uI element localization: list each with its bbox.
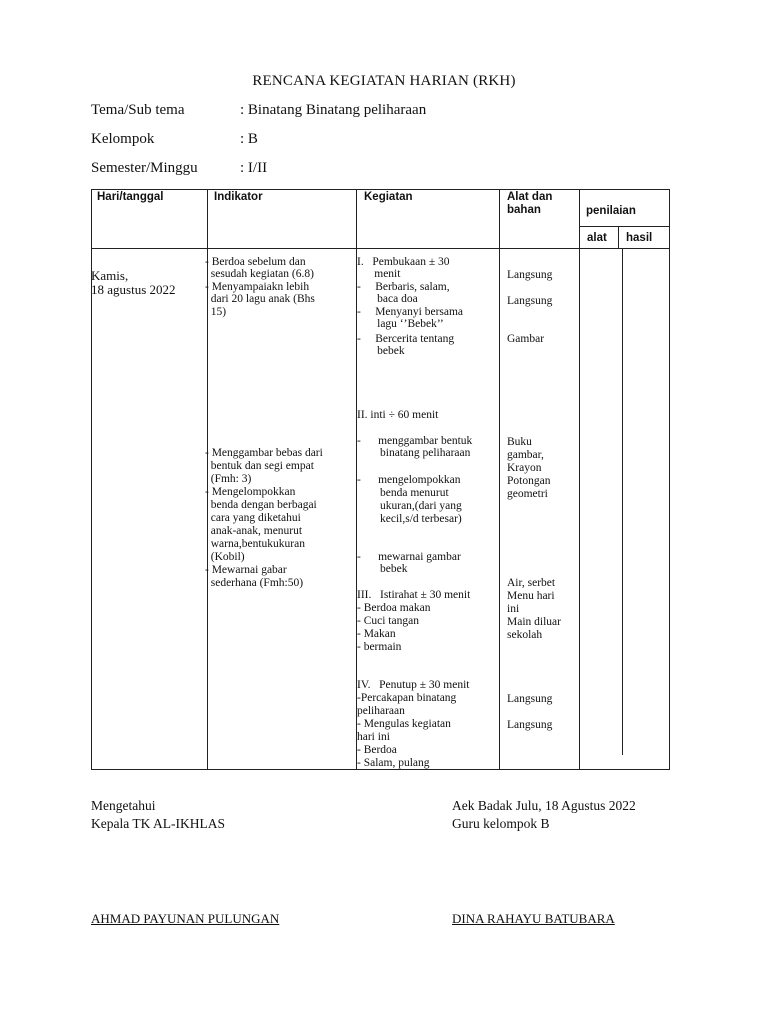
header-penilaian: penilaian <box>586 205 636 217</box>
col-divider-alat-hasil <box>622 249 623 755</box>
indikator-line: (Fmh: 3) <box>205 473 252 485</box>
page-title: RENCANA KEGIATAN HARIAN (RKH) <box>252 73 516 89</box>
kegiatan-line: peliharaan <box>357 705 405 717</box>
kegiatan-line: -Percakapan binatang <box>357 692 457 704</box>
footer-right-line1: Aek Badak Julu, 18 Agustus 2022 <box>452 798 636 813</box>
header-indikator: Indikator <box>214 191 263 203</box>
header-hasil: hasil <box>626 232 653 244</box>
col-divider-penilaian <box>579 189 580 770</box>
header-hari-tanggal: Hari/tanggal <box>97 191 164 203</box>
kegiatan-line: - Berbaris, salam, <box>357 281 450 293</box>
alat-bahan-line: sekolah <box>507 629 543 641</box>
day-date: 18 agustus 2022 <box>91 282 176 297</box>
footer-left-line1: Mengetahui <box>91 798 156 813</box>
kegiatan-line: bebek <box>357 345 405 357</box>
penilaian-subheader-divider <box>579 226 670 227</box>
indikator-line: cara yang diketahui <box>205 512 301 524</box>
kegiatan-line: - menggambar bentuk <box>357 435 473 447</box>
col-divider-alat <box>499 189 500 770</box>
alat-bahan-line: Gambar <box>507 333 545 345</box>
signature-left: AHMAD PAYUNAN PULUNGAN <box>91 911 280 926</box>
alat-bahan-line: Main diluar <box>507 616 561 628</box>
kegiatan-line: IV. Penutup ± 30 menit <box>357 679 470 691</box>
indikator-line: sesudah kegiatan (6.8) <box>205 268 314 280</box>
kegiatan-line: - Cuci tangan <box>357 615 419 627</box>
kegiatan-line: - Berdoa <box>357 744 397 756</box>
meta-label-kelompok: Kelompok <box>91 131 155 147</box>
kegiatan-line: lagu ‘’Bebek’’ <box>357 318 444 330</box>
kegiatan-line: - Mengulas kegiatan <box>357 718 451 730</box>
indikator-line: - Menyampaiakn lebih <box>205 281 310 293</box>
indikator-line: 15) <box>205 306 227 318</box>
indikator-line: - Mewarnai gabar <box>205 564 287 576</box>
indikator-line: (Kobil) <box>205 551 245 563</box>
kegiatan-line: - bermain <box>357 641 402 653</box>
alat-bahan-line: Menu hari <box>507 590 555 602</box>
header-alat-bahan-line1: Alat dan <box>507 191 553 203</box>
alat-bahan-line: Buku <box>507 436 532 448</box>
kegiatan-line: binatang peliharaan <box>357 447 471 459</box>
kegiatan-line: - mewarnai gambar <box>357 551 461 563</box>
indikator-line: - Mengelompokkan <box>205 486 296 498</box>
header-alat: alat <box>587 232 607 244</box>
indikator-line: - Menggambar bebas dari <box>205 447 323 459</box>
header-alat-bahan-line2: bahan <box>507 204 541 216</box>
kegiatan-line: - Salam, pulang <box>357 757 430 769</box>
kegiatan-line: ukuran,(dari yang <box>357 500 462 512</box>
alat-bahan-line: ini <box>507 603 520 615</box>
kegiatan-line: II. inti ÷ 60 menit <box>357 409 439 421</box>
header-kegiatan: Kegiatan <box>364 191 413 203</box>
header-divider <box>91 248 670 249</box>
footer-right-line2: Guru kelompok B <box>452 816 550 831</box>
indikator-line: bentuk dan segi empat <box>205 460 314 472</box>
kegiatan-line: - Makan <box>357 628 396 640</box>
alat-bahan-line: Langsung <box>507 295 553 307</box>
alat-bahan-line: Krayon <box>507 462 542 474</box>
kegiatan-line: hari ini <box>357 731 390 743</box>
alat-bahan-line: Potongan <box>507 475 551 487</box>
table-border-right <box>669 189 670 770</box>
kegiatan-line: - mengelompokkan <box>357 474 461 486</box>
meta-label-tema: Tema/Sub tema <box>91 102 185 118</box>
signature-right: DINA RAHAYU BATUBARA <box>452 911 615 926</box>
indikator-line: dari 20 lagu anak (Bhs <box>205 293 315 305</box>
kegiatan-line: - Bercerita tentang <box>357 333 455 345</box>
alat-bahan-line: Langsung <box>507 719 553 731</box>
alat-bahan-line: gambar, <box>507 449 544 461</box>
indikator-line: warna,bentukukuran <box>205 538 305 550</box>
indikator-line: benda dengan berbagai <box>205 499 317 511</box>
indikator-line: - Berdoa sebelum dan <box>205 256 306 268</box>
footer-left-line2: Kepala TK AL-IKHLAS <box>91 816 225 831</box>
indikator-line: anak-anak, menurut <box>205 525 303 537</box>
alat-bahan-line: geometri <box>507 488 548 500</box>
kegiatan-line: bebek <box>357 563 408 575</box>
kegiatan-line: benda menurut <box>357 487 449 499</box>
meta-value-kelompok: : B <box>240 131 258 147</box>
meta-value-tema: : Binatang Binatang peliharaan <box>240 102 427 118</box>
alat-bahan-line: Langsung <box>507 269 553 281</box>
kegiatan-line: - Berdoa makan <box>357 602 431 614</box>
kegiatan-line: kecil,s/d terbesar) <box>357 513 462 525</box>
day-name: Kamis, <box>91 268 129 283</box>
kegiatan-line: III. Istirahat ± 30 menit <box>357 589 471 601</box>
indikator-line: sederhana (Fmh:50) <box>205 577 304 589</box>
table-border-top <box>91 189 670 190</box>
meta-value-semester: : I/II <box>240 160 268 176</box>
kegiatan-line: I. Pembukaan ± 30 <box>357 256 450 268</box>
kegiatan-line: - Menyanyi bersama <box>357 306 464 318</box>
kegiatan-line: baca doa <box>357 293 418 305</box>
kegiatan-line: menit <box>357 268 401 280</box>
alat-bahan-line: Langsung <box>507 693 553 705</box>
col-divider-alat-hasil-header <box>618 226 619 249</box>
alat-bahan-line: Air, serbet <box>507 577 556 589</box>
meta-label-semester: Semester/Minggu <box>91 160 198 176</box>
